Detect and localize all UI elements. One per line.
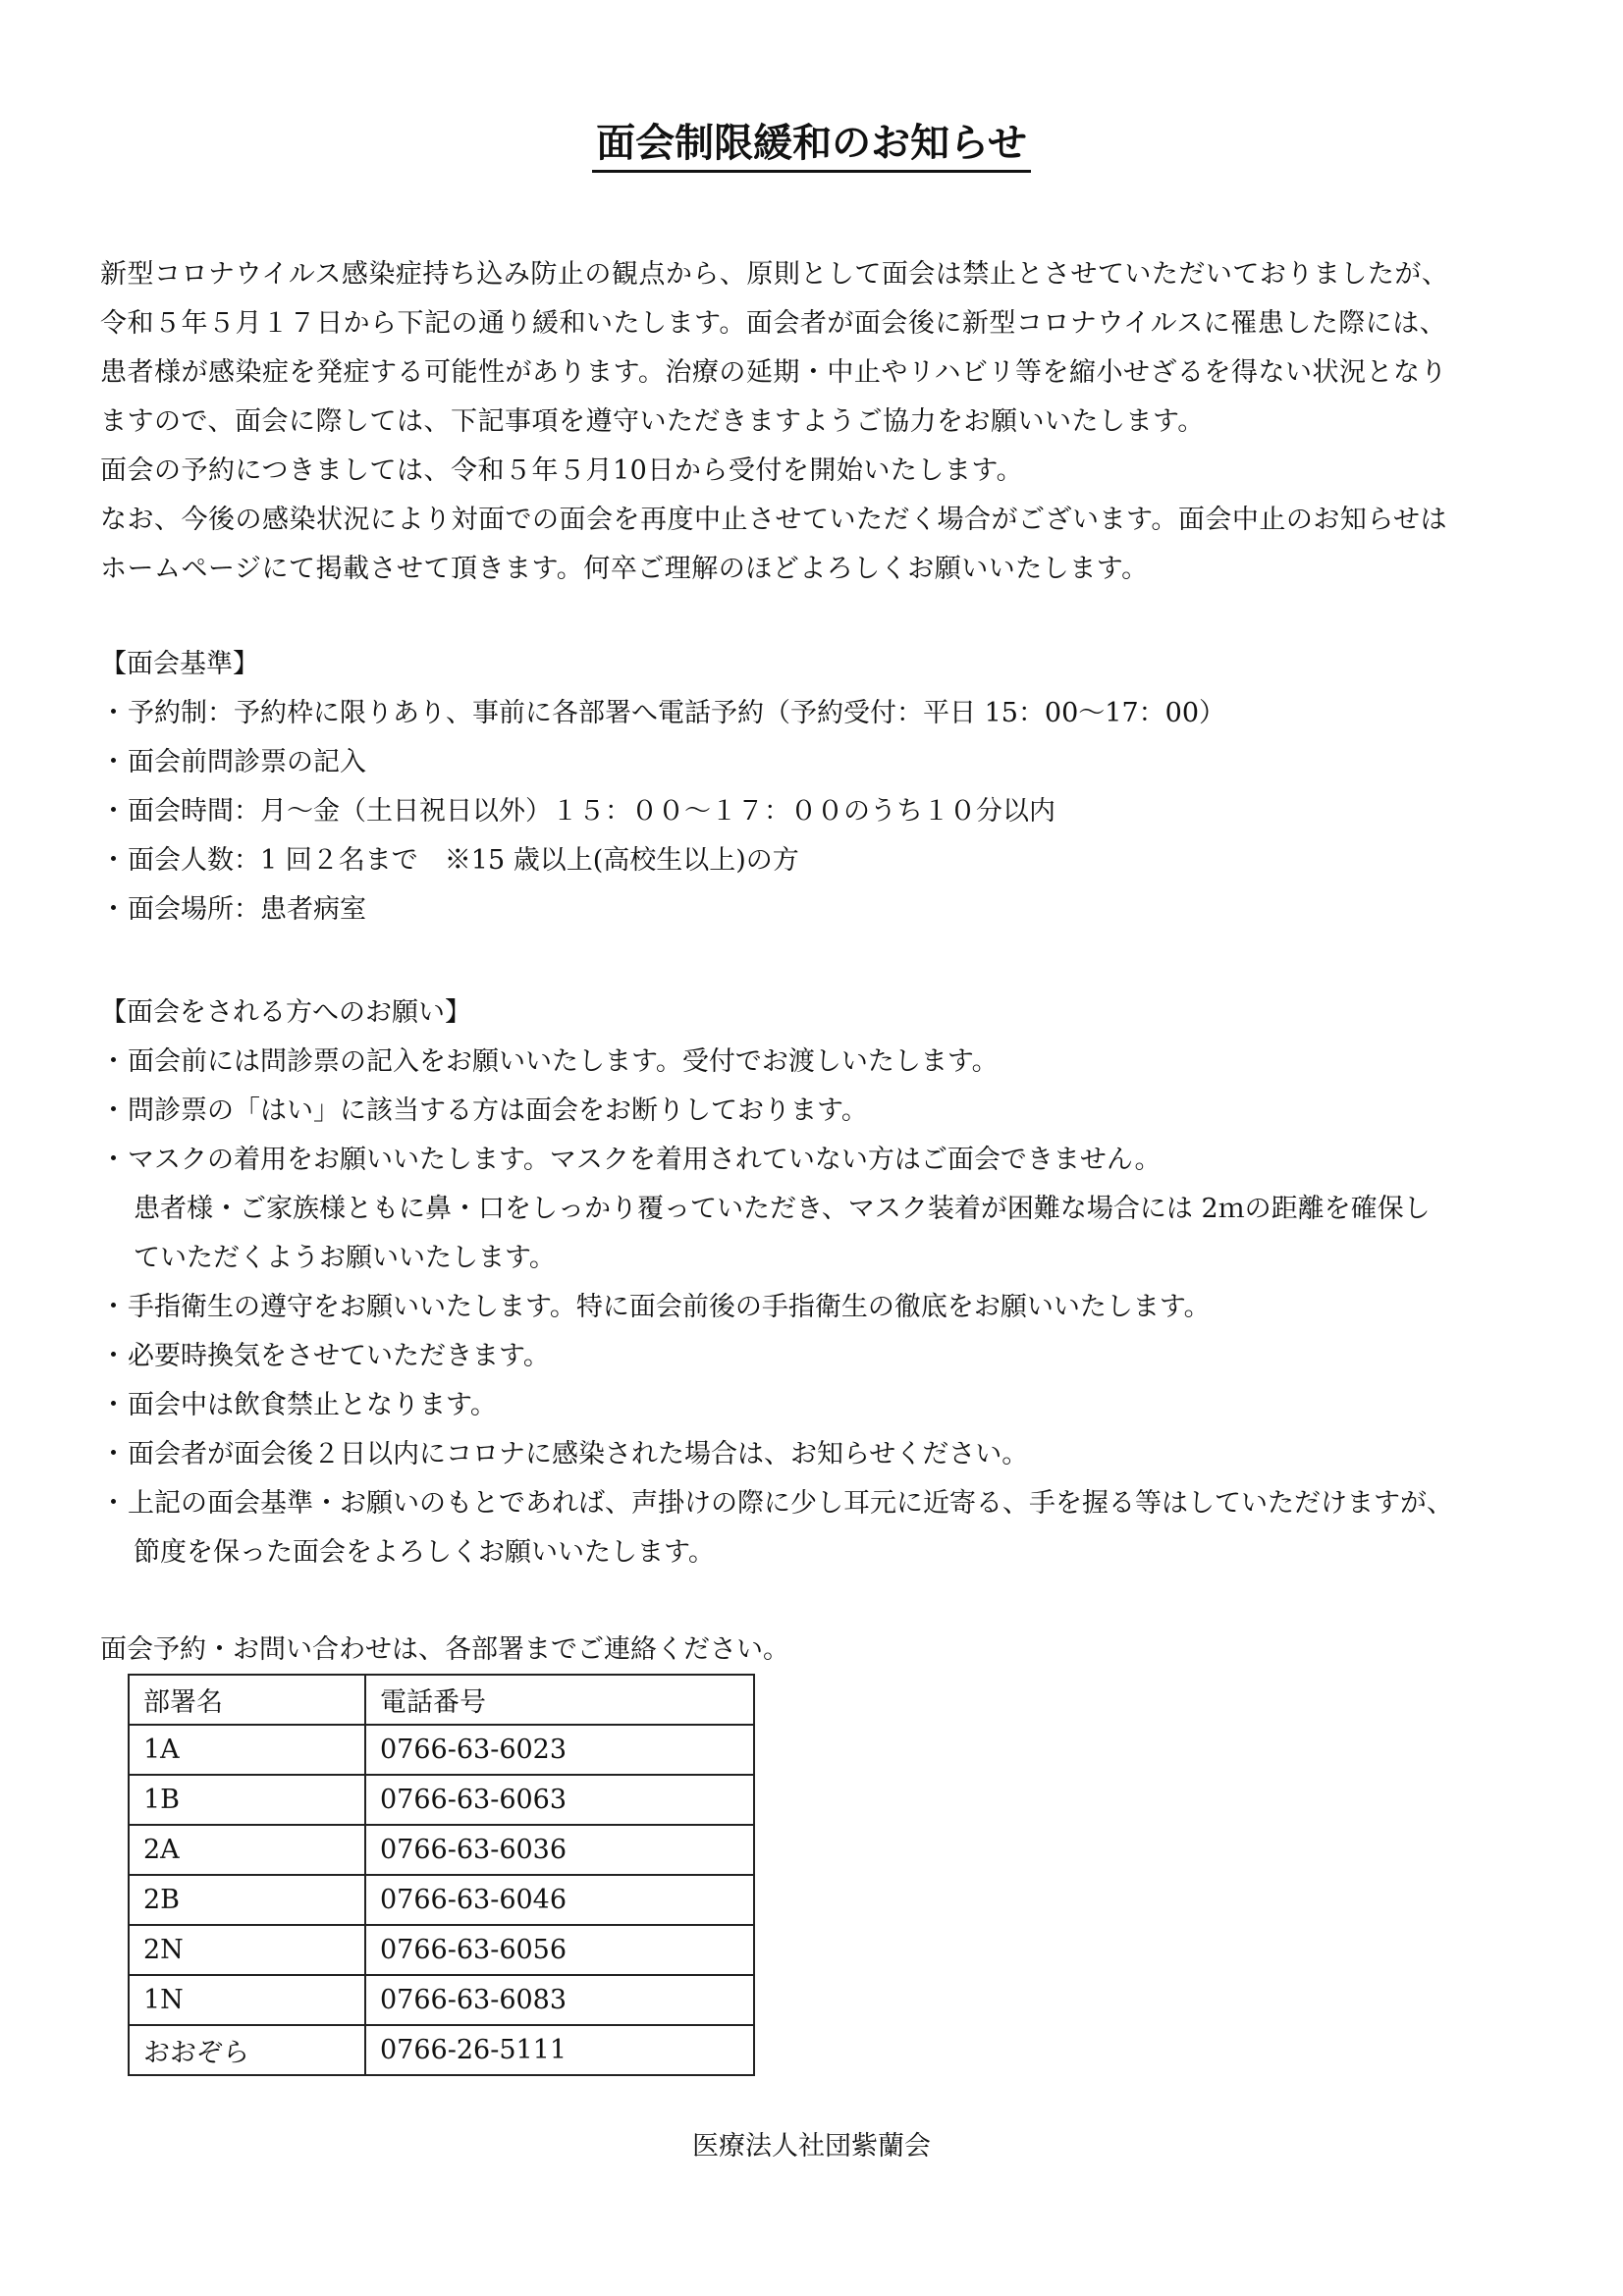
request-item	[100, 1087, 1534, 1136]
request-item	[100, 1038, 1534, 1087]
bullet: ・	[100, 1145, 127, 1175]
table-row	[129, 1725, 754, 1775]
bullet: ・	[100, 796, 127, 827]
page-title	[0, 116, 1623, 171]
table-row	[129, 1775, 754, 1825]
criteria-item-text: 面会前問診票の記入	[128, 747, 366, 777]
contact-caption: 面会予約・お問い合わせは、各部署までご連絡ください。	[100, 1634, 789, 1665]
bullet: ・	[100, 1488, 127, 1519]
request-item-text: 面会前には問診票の記入をお願いいたします。受付でお渡しいたします。	[128, 1046, 999, 1077]
criteria-item	[100, 738, 1534, 787]
department-cell: 1A	[129, 1725, 365, 1775]
department-cell: 2B	[129, 1875, 365, 1925]
request-item	[100, 1283, 1534, 1332]
bullet: ・	[100, 1292, 127, 1322]
requests-section	[100, 988, 1534, 1577]
request-item	[100, 1136, 1534, 1185]
bullet: ・	[100, 894, 127, 925]
table-row	[129, 1875, 754, 1925]
department-cell: おおぞら	[129, 2025, 365, 2075]
requests-heading: 【面会をされる方へのお願い】	[100, 997, 471, 1028]
department-cell: 1N	[129, 1975, 365, 2025]
table-header-row	[129, 1675, 754, 1725]
request-item-continuation: 節度を保った面会をよろしくお願いいたします。	[134, 1537, 715, 1568]
request-item-continuation: ていただくようお願いいたします。	[134, 1243, 556, 1273]
intro-line: ますので、面会に際しては、下記事項を遵守いただきますようご協力をお願いいたします。	[100, 406, 1205, 437]
phone-cell: 0766-63-6046	[365, 1875, 754, 1925]
department-cell: 2A	[129, 1825, 365, 1875]
criteria-item-text: 予約制：予約枠に限りあり、事前に各部署へ電話予約（予約受付：平日 15：00～17：00）	[128, 698, 1226, 728]
criteria-item	[100, 885, 1534, 934]
request-item-text: 手指衛生の遵守をお願いいたします。特に面会前後の手指衛生の徹底をお願いいたします。	[128, 1292, 1211, 1322]
table-row	[129, 1925, 754, 1975]
criteria-item	[100, 689, 1534, 738]
phone-cell: 0766-63-6063	[365, 1775, 754, 1825]
intro-line: 令和５年５月１７日から下記の通り緩和いたします。面会者が面会後に新型コロナウイルスに罹患した際には、	[100, 308, 1447, 339]
phone-cell: 0766-26-5111	[365, 2025, 754, 2075]
table-row	[129, 1975, 754, 2025]
criteria-item	[100, 787, 1534, 836]
request-item	[100, 1430, 1534, 1479]
intro-line: ホームページにて掲載させて頂きます。何卒ご理解のほどよろしくお願いいたします。	[100, 554, 1149, 584]
request-item-continuation: 患者様・ご家族様ともに鼻・口をしっかり覆っていただき、マスク装着が困難な場合には 2ｍの距離を確保し	[134, 1194, 1431, 1224]
column-header-department: 部署名	[129, 1675, 365, 1725]
bullet: ・	[100, 1341, 127, 1371]
column-header-phone: 電話番号	[365, 1675, 754, 1725]
intro-line: 新型コロナウイルス感染症持ち込み防止の観点から、原則として面会は禁止とさせていただいておりましたが、	[100, 259, 1449, 290]
criteria-item-text: 面会人数：1 回２名まで ※15 歳以上(高校生以上)の方	[128, 845, 799, 876]
phone-cell: 0766-63-6083	[365, 1975, 754, 2025]
intro-paragraph	[100, 250, 1534, 594]
department-cell: 2N	[129, 1925, 365, 1975]
intro-line: なお、今後の感染状況により対面での面会を再度中止させていただく場合がございます。面会中止のお知らせは	[100, 505, 1448, 535]
bullet: ・	[100, 845, 127, 876]
request-item-text: 必要時換気をさせていただきます。	[128, 1341, 550, 1371]
bullet: ・	[100, 747, 127, 777]
request-item-text: 上記の面会基準・お願いのもとであれば、声掛けの際に少し耳元に近寄る、手を握る等はしていただけますが、	[128, 1488, 1453, 1519]
bullet: ・	[100, 1095, 127, 1126]
intro-line: 患者様が感染症を発症する可能性があります。治療の延期・中止やリハビリ等を縮小せざるを得ない状況となり	[100, 357, 1448, 388]
request-item	[100, 1479, 1534, 1528]
intro-line: 面会の予約につきましては、令和５年５月10日から受付を開始いたします。	[100, 455, 1024, 486]
request-item	[100, 1332, 1534, 1381]
criteria-item	[100, 836, 1534, 885]
request-item-text: 面会中は飲食禁止となります。	[128, 1390, 497, 1420]
contact-table	[128, 1674, 755, 2076]
phone-cell: 0766-63-6056	[365, 1925, 754, 1975]
request-item-text: マスクの着用をお願いいたします。マスクを着用されていない方はご面会できません。	[128, 1145, 1162, 1175]
phone-cell: 0766-63-6036	[365, 1825, 754, 1875]
request-item	[100, 1381, 1534, 1430]
phone-cell: 0766-63-6023	[365, 1725, 754, 1775]
organization-name: 医療法人社団紫蘭会	[692, 2131, 931, 2162]
criteria-section	[100, 640, 1534, 934]
bullet: ・	[100, 1439, 127, 1469]
page-title-text: 面会制限緩和のお知らせ	[592, 120, 1031, 173]
criteria-item-text: 面会場所：患者病室	[128, 894, 366, 925]
criteria-item-text: 面会時間：月～金（土日祝日以外）１５：００～１７：００のうち１０分以内	[128, 796, 1055, 827]
table-row	[129, 1825, 754, 1875]
request-item-text: 面会者が面会後２日以内にコロナに感染された場合は、お知らせください。	[128, 1439, 1029, 1469]
bullet: ・	[100, 1390, 127, 1420]
request-item-text: 問診票の「はい」に該当する方は面会をお断りしております。	[128, 1095, 868, 1126]
department-cell: 1B	[129, 1775, 365, 1825]
bullet: ・	[100, 1046, 127, 1077]
table-row	[129, 2025, 754, 2075]
bullet: ・	[100, 698, 127, 728]
criteria-heading: 【面会基準】	[100, 649, 259, 679]
